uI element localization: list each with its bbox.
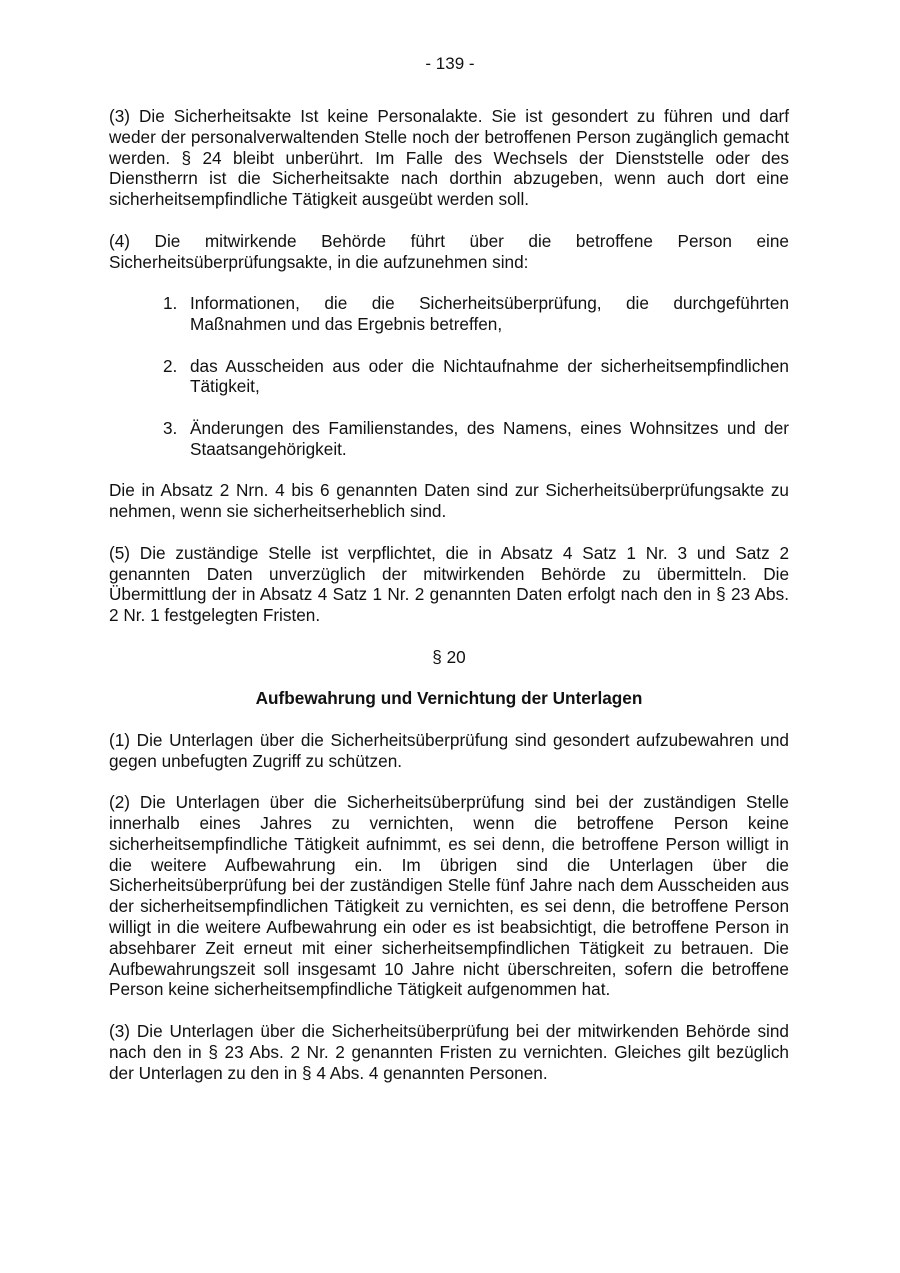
- list-item: [163, 293, 789, 335]
- page-number: - 139 -: [425, 54, 475, 73]
- section-number: § 20: [432, 646, 466, 667]
- list-item-text: das Ausscheiden aus oder die Nichtaufnahme der sicherheitsempfindlichen Tätigkeit,: [190, 355, 789, 397]
- list-item-number: 3.: [163, 417, 178, 438]
- section-20-paragraph-1: (1) Die Unterlagen über die Sicherheitsüberprüfung sind gesondert aufzubewahren und gegen unbefugten Zugriff zu schützen.: [109, 729, 789, 771]
- list-item: [163, 356, 789, 398]
- paragraph-5: (5) Die zuständige Stelle ist verpflichtet, die in Absatz 4 Satz 1 Nr. 3 und Satz 2 genannten Daten unverzüglich der mitwirkenden Behörde zu übermitteln. Die Übermittlung der in Absatz 4 Satz 1 Nr. 2 genannten Daten erfolgt nach den in § 23 Abs. 2 Nr. 1 festgelegten Fristen.: [109, 542, 789, 626]
- page-content: [109, 106, 789, 1104]
- section-title: Aufbewahrung und Vernichtung der Unterlagen: [255, 688, 643, 709]
- paragraph-4-intro: (4) Die mitwirkende Behörde führt über die betroffene Person eine Sicherheitsüberprüfungsakte, in die aufzunehmen sind:: [109, 230, 789, 272]
- list-item: [163, 418, 789, 460]
- numbered-list: [109, 293, 789, 459]
- list-item-number: 2.: [163, 355, 178, 376]
- section-20-paragraph-3: (3) Die Unterlagen über die Sicherheitsüberprüfung bei der mitwirkenden Behörde sind nach den in § 23 Abs. 2 Nr. 2 genannten Fristen zu vernichten. Gleiches gilt bezüglich der Unterlagen zu den in § 4 Abs. 4 genannten Personen.: [109, 1021, 789, 1083]
- list-item-text: Änderungen des Familienstandes, des Namens, eines Wohnsitzes und der Staatsangehörigkeit.: [190, 417, 789, 459]
- list-item-text: Informationen, die die Sicherheitsüberprüfung, die durchgeführten Maßnahmen und das Ergebnis betreffen,: [190, 293, 789, 334]
- paragraph-4-sentence-2: Die in Absatz 2 Nrn. 4 bis 6 genannten Daten sind zur Sicherheitsüberprüfungsakte zu nehmen, wenn sie sicherheitserheblich sind.: [109, 480, 789, 522]
- list-item-number: 1.: [163, 293, 178, 314]
- paragraph-3: (3) Die Sicherheitsakte Ist keine Personalakte. Sie ist gesondert zu führen und darf weder der personalverwaltenden Stelle noch der betroffenen Person zugänglich gemacht werden. § 24 bleibt unberührt. Im Falle des Wechsels der Dienststelle oder des Dienstherrn ist die Sicherheitsakte nach dorthin abzugeben, wenn auch dort eine sicherheitsempfindliche Tätigkeit ausgeübt werden soll.: [109, 106, 789, 210]
- section-20-paragraph-2: (2) Die Unterlagen über die Sicherheitsüberprüfung sind bei der zuständigen Stelle innerhalb eines Jahres zu vernichten, wenn die betroffene Person keine sicherheitsempfindliche Tätigkeit aufnimmt, es sei denn, die betroffene Person willigt in die weitere Aufbewahrung ein. Im übrigen sind die Unterlagen über die Sicherheitsüberprüfung bei der zuständigen Stelle fünf Jahre nach dem Ausscheiden aus der sicherheitsempfindlichen Tätigkeit zu vernichten, es sei denn, die betroffene Person willigt in die weitere Aufbewahrung ein oder es ist beabsichtigt, die betroffene Person in absehbarer Zeit erneut mit einer sicherheitsempfindlichen Tätigkeit zu betrauen. Die Aufbewahrungszeit soll insgesamt 10 Jahre nicht überschreiten, sofern die betroffene Person keine sicherheitsempfindliche Tätigkeit aufgenommen hat.: [109, 792, 789, 1000]
